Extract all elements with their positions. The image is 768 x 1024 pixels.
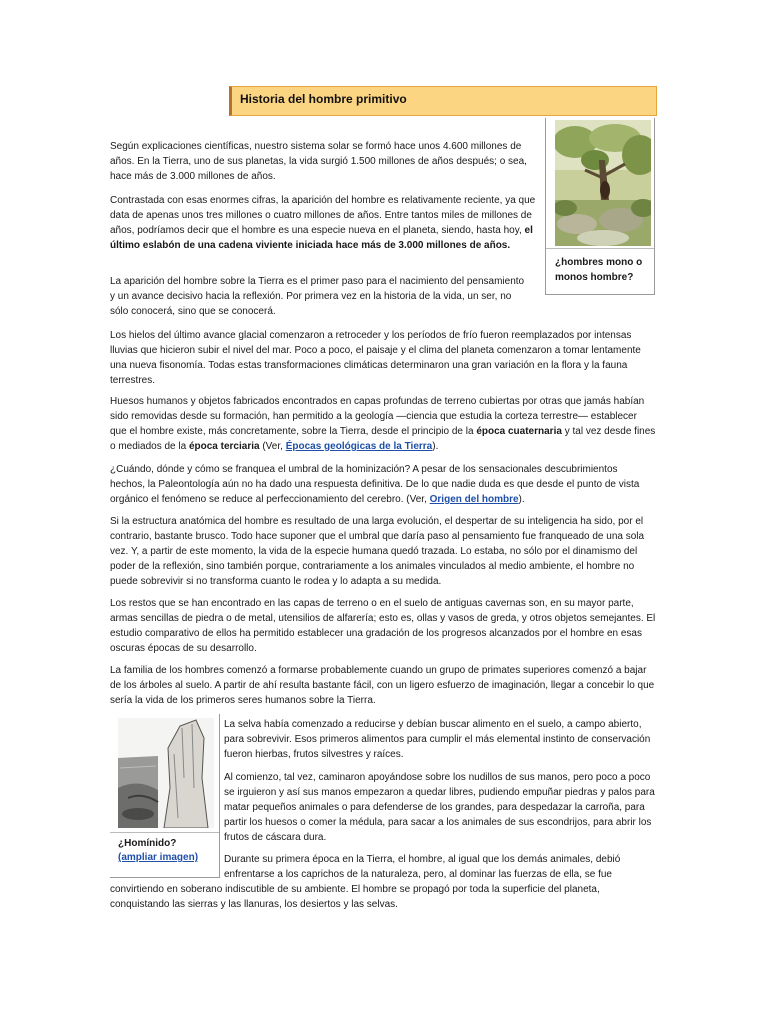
paragraph-12b: convirtiendo en soberano indiscutible de su ambiente. El hombre se propagó por toda la superficie del planeta, conquistando las sierras y las llanuras, los desiertos y las selvas. xyxy=(110,884,600,910)
paragraph-10: La selva había comenzado a reducirse y debían buscar alimento en el suelo, a campo abierto, para sobrevivir. Esos primeros alimentos para cumplir el más elemental instinto de conservación fueron hierbas, frutos silvestres y raíces. xyxy=(224,719,651,760)
figure-forest xyxy=(545,118,655,295)
figure-divider xyxy=(546,248,654,249)
paragraph-7: Si la estructura anatómica del hombre es resultado de una larga evolución, el despertar de su inteligencia ha sido, por el contrario, bastante brusco. Todo hace suponer que el umbral que daría paso al pensamiento fue franqueado de una sola vez. Y, a partir de este momento, la vida de la especie humana quedó trazada. Lo estaba, no sólo por el dinamismo del poder de la reflexión, sino también porque, contrariamente a los animales vinculados al medio ambiente, el hombre no puede sobrevivir si no transforma cuanto le rodea y lo adapta a su medida. xyxy=(110,516,645,587)
hominid-sketch xyxy=(118,718,214,828)
paragraph-5: Huesos humanos y objetos fabricados encontrados en capas profundas de terreno cubiertas por otras que jamás habían sido removidas desde su formación, han permitido a la geología —ciencia que estudia la corteza terrestre— establecer que el hombre existe, más concretamente, sobre la Tierra, desde el principio de la época cuaternaria y tal vez desde fines o mediados de la época terciaria (Ver, Épocas geológicas de la Tierra). xyxy=(110,396,656,452)
paragraph-3: La aparición del hombre sobre la Tierra es el primer paso para el nacimiento del pensamiento y un avance decisivo hacia la reflexión. Por primera vez en la historia de la vida, un ser, no sólo conocerá, sino que se conocerá. xyxy=(110,276,525,317)
paragraph-12a: Durante su primera época en la Tierra, el hombre, al igual que los demás animales, debió enfrentarse a los caprichos de la naturaleza, pero, al dominar las fuerzas de ella, se fue xyxy=(224,854,621,880)
paragraph-2: Contrastada con esas enormes cifras, la aparición del hombre es relativamente reciente, ya que data de apenas unos tres millones o cuatro millones de años. Entre tantos miles de millones de años, podríamos decir que el hombre es una especie nueva en el planeta, siendo, hasta hoy, el último eslabón de una cadena viviente iniciada hace más de 3.000 millones de años. xyxy=(110,195,536,251)
paragraph-11: Al comienzo, tal vez, caminaron apoyándose sobre los nudillos de sus manos, pero poco a poco se irguieron y así sus manos empezaron a quedar libres, pudiendo empuñar piedras y palos para matar pequeños animales o para defenderse de los grandes, para despedazar la carroña, para partir los huesos o comer la médula, para sacar a los animales de sus escondrijos, para abrir los frutos de cáscara dura. xyxy=(224,772,655,843)
link-origen-del-hombre[interactable]: Origen del hombre xyxy=(429,494,519,505)
caption-title: ¿Homínido? xyxy=(118,838,177,849)
paragraph-1: Según explicaciones científicas, nuestro sistema solar se formó hace unos 4.600 millones de años. En la Tierra, uno de sus planetas, la vida surgió 1.500 millones de años después; o sea, hace más de 3.000 millones de años. xyxy=(110,141,527,182)
paragraph-8: Los restos que se han encontrado en las capas de terreno o en el suelo de antiguas cavernas son, en su mayor parte, armas sencillas de piedra o de metal, utensilios de alfarería; esto es, ollas y vasos de greda, y otros objetos semejantes. El estudio comparativo de ellos ha permitido establecer una gradación de los progresos alcanzados por el hombre en esas oscuras épocas de su desarrollo. xyxy=(110,598,656,654)
link-epocas-geologicas[interactable]: Épocas geológicas de la Tierra xyxy=(285,441,433,452)
figure-caption xyxy=(118,837,218,865)
figure-caption: ¿hombres mono o monos hombre? xyxy=(555,257,643,283)
figure-hominid xyxy=(110,714,220,878)
paragraph-4: Los hielos del último avance glacial comenzaron a retroceder y los períodos de frío fueron reemplazados por intensas lluvias que hicieron subir el nivel del mar. Poco a poco, el paisaje y el clima del planeta comenzaron a tomar lentamente una nueva fisonomía. Todas estas transformaciones climáticas determinaron una gran variación en la flora y la fauna terrestres. xyxy=(110,330,641,386)
enlarge-image-link[interactable]: (ampliar imagen) xyxy=(118,852,199,863)
title-banner xyxy=(229,86,657,116)
page-title: Historia del hombre primitivo xyxy=(240,92,407,106)
figure-divider xyxy=(110,832,219,833)
paragraph-6: ¿Cuándo, dónde y cómo se franquea el umbral de la hominización? A pesar de los sensacionales descubrimientos hechos, la Paleontología aún no ha dado una respuesta definitiva. De lo que nadie duda es que desde el punto de vista orgánico el fenómeno se reduce al perfeccionamiento del cerebro. (Ver, Origen del hombre). xyxy=(110,464,640,505)
paragraph-9: La familia de los hombres comenzó a formarse probablemente cuando un grupo de primates superiores comenzó a bajar de los árboles al suelo. A partir de ahí resulta bastante fácil, con un ligero esfuerzo de imaginación, llegar a concebir lo que sería la vida de los primeros seres humanos sobre la Tierra. xyxy=(110,665,655,706)
forest-photo xyxy=(555,120,651,246)
